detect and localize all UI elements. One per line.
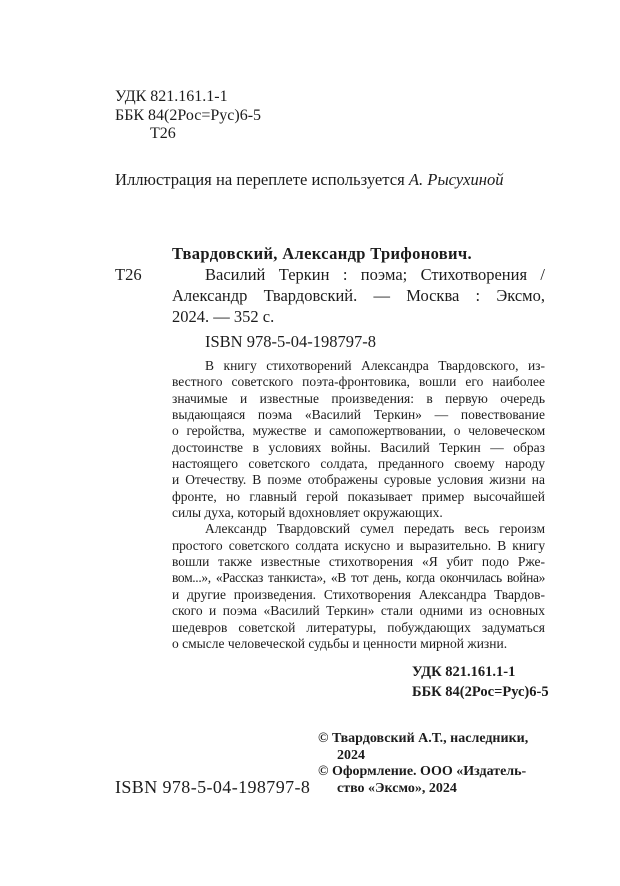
bbk-code-bottom: ББК 84(2Рос=Рус)6-5 xyxy=(412,683,549,700)
annotation-line: фронте, но главный герой показывает пример высочайшей xyxy=(172,488,545,504)
illustration-credit xyxy=(115,170,504,190)
bibliographic-text xyxy=(172,243,545,352)
annotation-line: простого советского солдата искусно и выразительно. В книгу xyxy=(172,537,545,553)
copyright-line: ство «Эксмо», 2024 xyxy=(337,780,457,796)
annotation-line: ского и поэма «Василий Теркин» стали одними из основных xyxy=(172,603,545,619)
annotation-line: и Отечеству. В поэме отображены суровые условия жизни на xyxy=(172,472,545,488)
annotation-line: настоящего советского солдата, преданного своему народу xyxy=(172,456,545,472)
copyright-line: 2024 xyxy=(337,747,365,763)
copyright-line: © Твардовский А.Т., наследники, xyxy=(318,731,529,746)
udk-code: УДК 821.161.1-1 xyxy=(115,88,228,105)
illustration-artist-name: А. Рысухиной xyxy=(408,170,504,189)
top-classification-block xyxy=(115,88,261,144)
annotation-line: Александр Твардовский сумел передать весь героизм xyxy=(205,521,545,537)
annotation-line: В книгу стихотворений Александра Твардовского, из- xyxy=(205,358,545,373)
annotation xyxy=(172,358,545,652)
title-line: Александр Твардовский. — Москва : Эксмо, xyxy=(172,286,545,305)
title-line: Василий Теркин : поэма; Стихотворения / xyxy=(205,265,545,284)
annotation-line: вошли также известные стихотворения «Я убит подо Рже- xyxy=(172,554,545,570)
annotation-line: вом...», «Рассказ танкиста», «В тот день, когда окончилась война» xyxy=(172,570,545,586)
catalog-code: Т26 xyxy=(115,265,142,284)
copyright-line: © Оформление. ООО «Издатель- xyxy=(318,764,527,780)
annotation-line: о смысле человеческой судьбы и ценности мирной жизни. xyxy=(172,635,508,651)
annotation-line: силы духа, который вдохновляет окружающих. xyxy=(172,505,443,521)
isbn-record: ISBN 978-5-04-198797-8 xyxy=(205,332,376,351)
bbk-code: ББК 84(2Рос=Рус)6-5 xyxy=(115,106,262,124)
annotation-line: выдающаяся поэма «Василий Теркин» — повествование xyxy=(172,407,545,423)
copyright-block xyxy=(318,731,554,797)
author-sign-code: Т26 xyxy=(150,125,176,142)
illustration-credit-text: Иллюстрация на переплете используется xyxy=(115,170,405,189)
annotation-line: достоинстве в условиях войны. Василий Теркин — образ xyxy=(172,439,545,455)
annotation-line: о геройства, мужестве и самопожертвовании, о человеческом xyxy=(172,423,545,439)
bottom-classification-block xyxy=(412,663,549,702)
annotation-line: и другие произведения. Стихотворения Александра Твардов- xyxy=(172,586,545,602)
udk-code-bottom: УДК 821.161.1-1 xyxy=(412,664,516,680)
annotation-line: вестного советского поэта-фронтовика, вошли его наиболее xyxy=(172,374,545,390)
bibliographic-record xyxy=(115,243,545,352)
author-heading: Твардовский, Александр Трифонович. xyxy=(172,244,473,263)
isbn-footer: ISBN 978-5-04-198797-8 xyxy=(115,777,311,797)
annotation-line: шедевров советской литературы, побуждающих задуматься xyxy=(172,619,545,635)
title-line: 2024. — 352 с. xyxy=(172,307,275,326)
annotation-line: значимые и известные произведения: в первую очередь xyxy=(172,390,545,406)
